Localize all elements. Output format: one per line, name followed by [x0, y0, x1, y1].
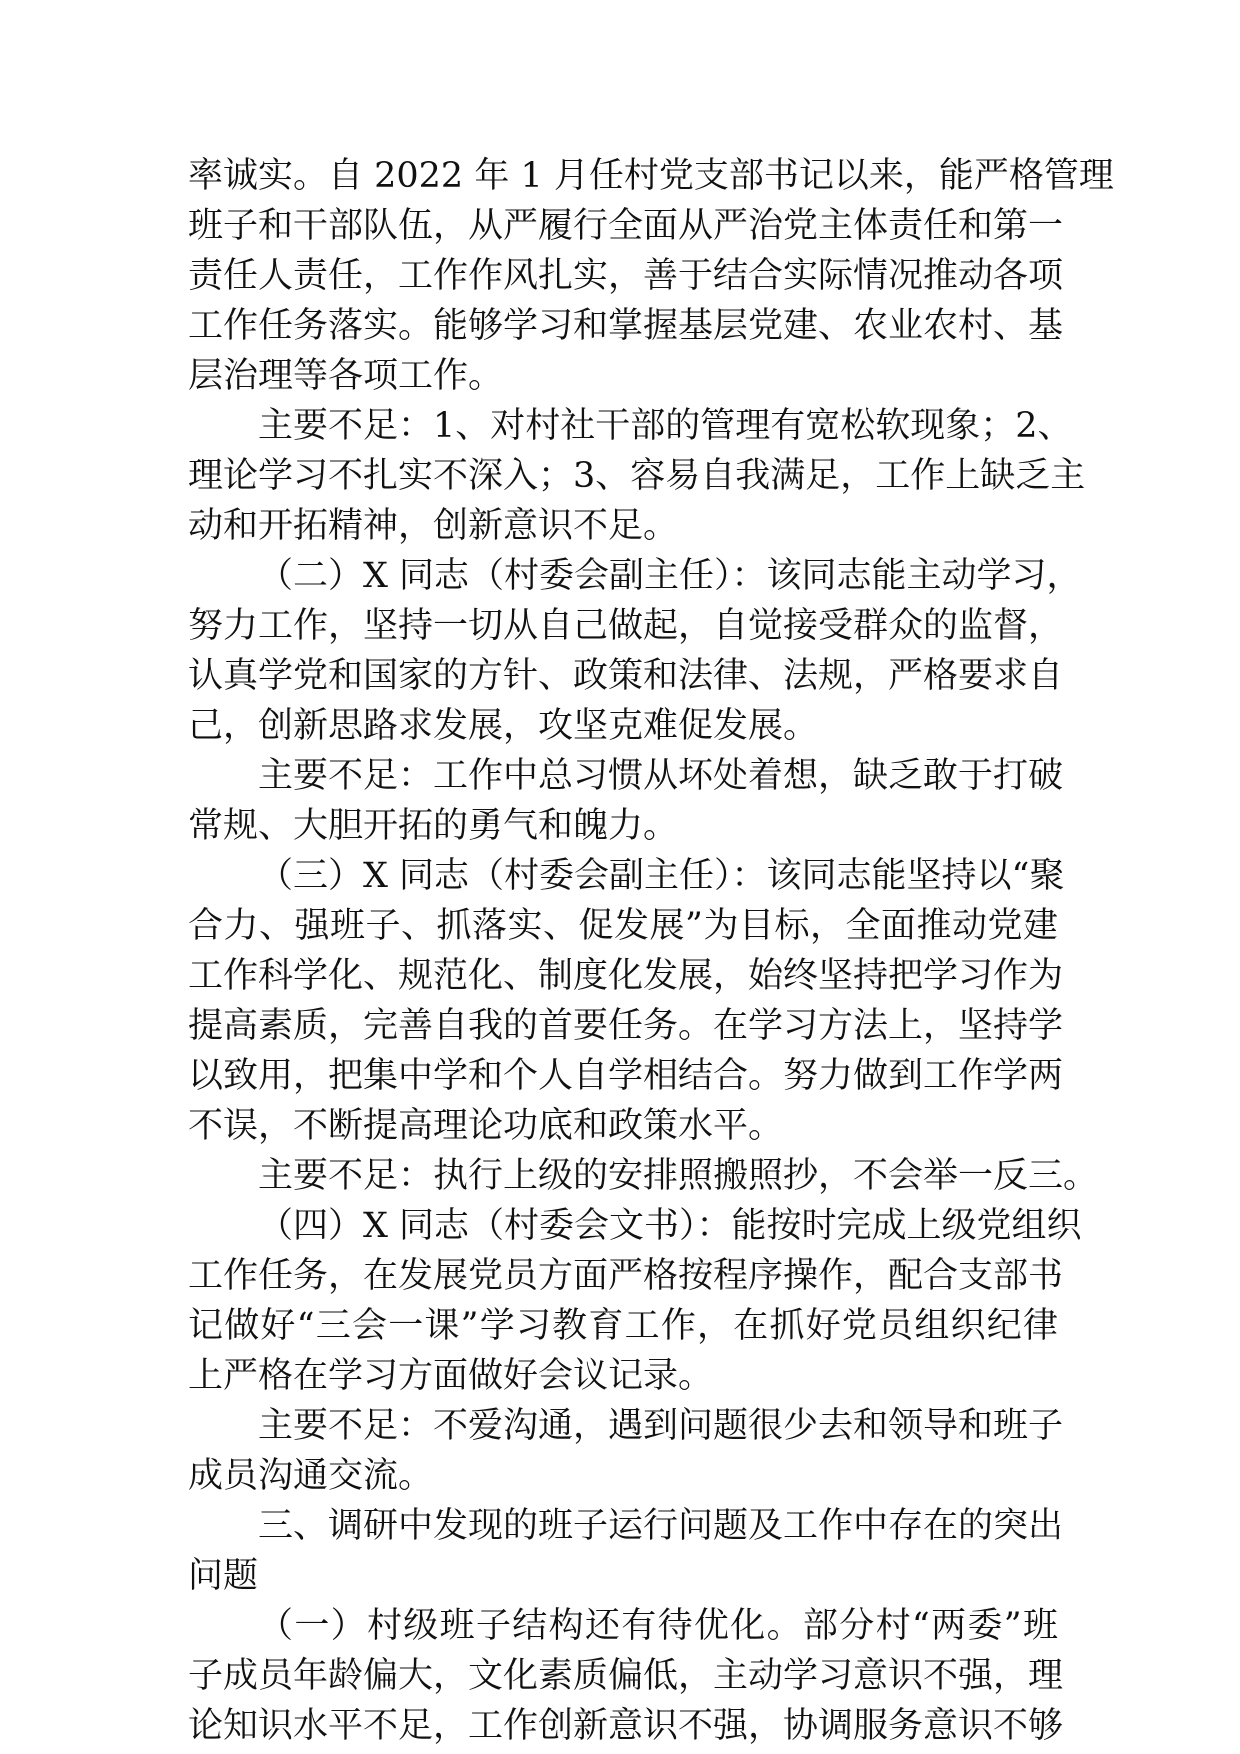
- text-line: 论知识水平不足，工作创新意识不强，协调服务意识不够: [188, 1706, 1064, 1746]
- text-line: （四）X 同志（村委会文书）：能按时完成上级党组织: [258, 1206, 1082, 1246]
- text-line: 班子和干部队伍，从严履行全面从严治党主体责任和第一: [188, 206, 1064, 246]
- text-line: 子成员年龄偏大，文化素质偏低，主动学习意识不强，理: [188, 1656, 1064, 1696]
- text-line: （二）X 同志（村委会副主任）：该同志能主动学习，: [258, 556, 1082, 596]
- document-body-text: [188, 151, 1114, 1751]
- text-line: 合力、强班子、抓落实、促发展”为目标，全面推动党建: [188, 906, 1058, 946]
- text-line: 不误，不断提高理论功底和政策水平。: [188, 1106, 784, 1146]
- text-line: 己，创新思路求发展，攻坚克难促发展。: [188, 706, 819, 746]
- text-line: 以致用，把集中学和个人自学相结合。努力做到工作学两: [188, 1056, 1064, 1096]
- text-line: 工作任务，在发展党员方面严格按程序操作，配合支部书: [188, 1256, 1064, 1296]
- text-line: 记做好“三会一课”学习教育工作，在抓好党员组织纪律: [188, 1306, 1058, 1346]
- text-line: 认真学党和国家的方针、政策和法律、法规，严格要求自: [188, 656, 1064, 696]
- text-line: （三）X 同志（村委会副主任）：该同志能坚持以“聚: [258, 856, 1065, 896]
- text-line: 上严格在学习方面做好会议记录。: [188, 1356, 714, 1396]
- text-line: 努力工作，坚持一切从自己做起，自觉接受群众的监督，: [188, 606, 1064, 646]
- text-line: 提高素质，完善自我的首要任务。在学习方法上，坚持学: [188, 1006, 1064, 1046]
- text-line: 责任人责任，工作作风扎实，善于结合实际情况推动各项: [188, 256, 1064, 296]
- text-line: 工作科学化、规范化、制度化发展，始终坚持把学习作为: [188, 956, 1064, 996]
- text-line: 主要不足：工作中总习惯从坏处着想，缺乏敢于打破: [258, 756, 1064, 796]
- text-line: 动和开拓精神，创新意识不足。: [188, 506, 679, 546]
- text-line: 问题: [188, 1556, 259, 1596]
- text-line: 层治理等各项工作。: [188, 356, 504, 396]
- text-line: 率诚实。自 2022 年 1 月任村党支部书记以来，能严格管理: [188, 156, 1114, 196]
- text-line: 主要不足：不爱沟通，遇到问题很少去和领导和班子: [258, 1406, 1064, 1446]
- text-line: 成员沟通交流。: [188, 1456, 434, 1496]
- text-line: 主要不足：执行上级的安排照搬照抄，不会举一反三。: [258, 1156, 1099, 1196]
- text-line: 常规、大胆开拓的勇气和魄力。: [188, 806, 679, 846]
- text-line: 理论学习不扎实不深入；3、容易自我满足，工作上缺乏主: [188, 456, 1086, 496]
- text-line: 主要不足：1、对村社干部的管理有宽松软现象；2、: [258, 406, 1073, 446]
- text-line: 三、调研中发现的班子运行问题及工作中存在的突出: [258, 1506, 1064, 1546]
- text-line: （一）村级班子结构还有待优化。部分村“两委”班: [258, 1606, 1058, 1646]
- text-line: 工作任务落实。能够学习和掌握基层党建、农业农村、基: [188, 306, 1064, 346]
